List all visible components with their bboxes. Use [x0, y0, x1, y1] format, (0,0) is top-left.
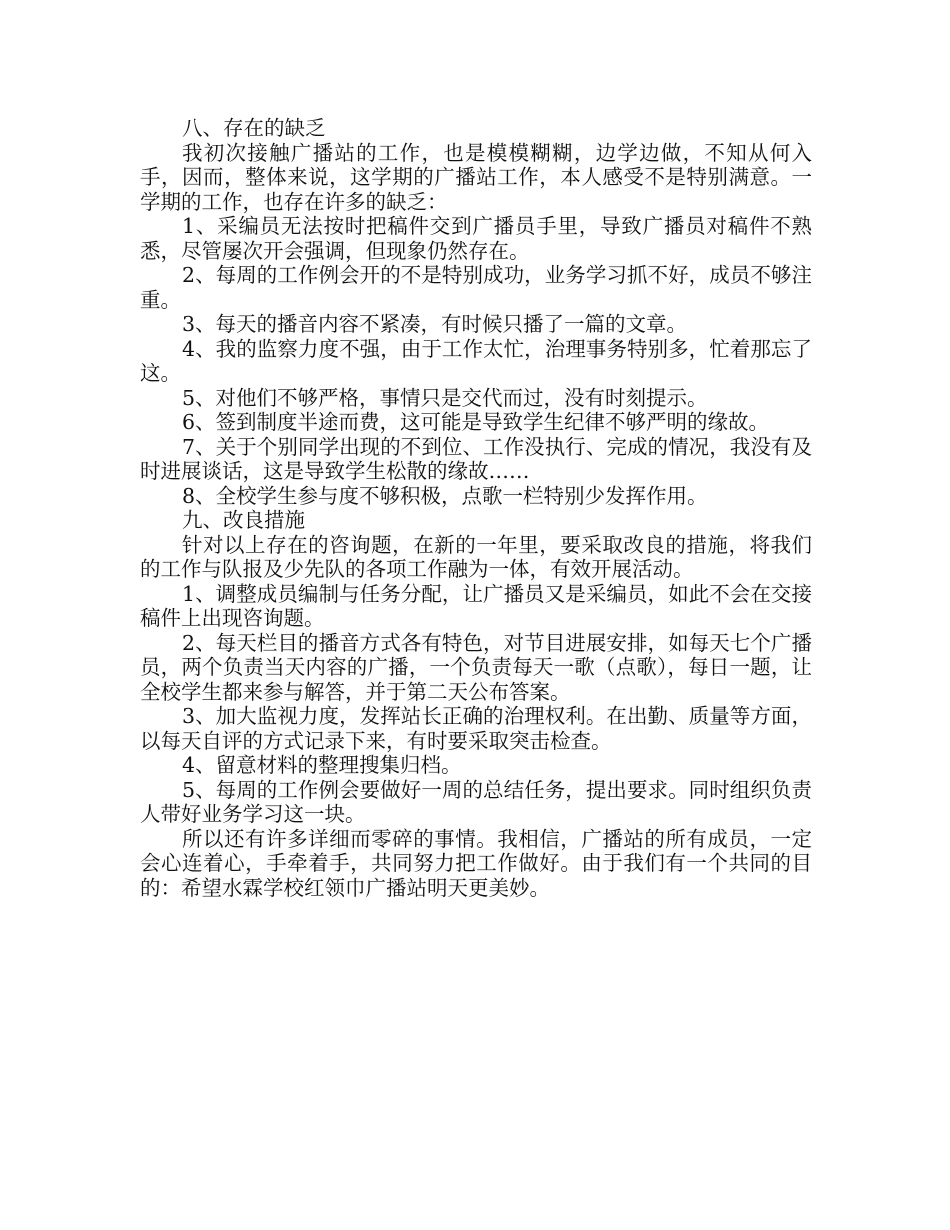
section-heading-improvements: 九、改良措施: [182, 508, 305, 532]
paragraph-intro: 我初次接触广播站的工作，也是模模糊糊，边学边做，不知从何入手，因而，整体来说，这学期的广播站工作，本人感受不是特别满意。一学期的工作，也存在许多的缺乏：: [140, 140, 812, 214]
paragraph-improvements-intro: 针对以上存在的咨询题，在新的一年里，要采取改良的措施，将我们的工作与队报及少先队的各项工作融为一体，有效开展活动。: [140, 532, 812, 581]
list-item-shortcoming-7: 7、关于个别同学出现的不到位、工作没执行、完成的情况，我没有及时进展谈话，这是导致学生松散的缘故……: [140, 434, 812, 483]
list-item-shortcoming-5: 5、对他们不够严格，事情只是交代而过，没有时刻提示。: [182, 385, 708, 410]
section-heading-shortcomings: 八、存在的缺乏: [182, 116, 326, 140]
list-item-shortcoming-6: 6、签到制度半途而费，这可能是导致学生纪律不够严明的缘故。: [182, 410, 770, 434]
document-body: [140, 116, 812, 900]
list-item-improvement-5: 5、每周的工作例会要做好一周的总结任务，提出要求。同时组织负责人带好业务学习这一块。: [140, 777, 812, 826]
list-item-shortcoming-2: 2、每周的工作例会开的不是特别成功，业务学习抓不好，成员不够注重。: [140, 263, 812, 312]
list-item-shortcoming-3: 3、每天的播音内容不紧凑，有时候只播了一篇的文章。: [182, 312, 688, 336]
list-item-shortcoming-8: 8、全校学生参与度不够积极，点歌一栏特别少发挥作用。: [182, 483, 708, 508]
list-item-improvement-2: 2、每天栏目的播音方式各有特色，对节目进展安排，如每天七个广播员，两个负责当天内容的广播，一个负责每天一歌（点歌），每日一题，让全校学生都来参与解答，并于第二天公布答案。: [140, 630, 812, 704]
list-item-improvement-3: 3、加大监视力度，发挥站长正确的治理权利。在出勤、质量等方面，以每天自评的方式记录下来，有时要采取突击检查。: [140, 704, 812, 753]
list-item-improvement-4: 4、留意材料的整理搜集归档。: [182, 753, 462, 777]
list-item-improvement-1: 1、调整成员编制与任务分配，让广播员又是采编员，如此不会在交接稿件上出现咨询题。: [140, 581, 812, 630]
list-item-shortcoming-1: 1、采编员无法按时把稿件交到广播员手里，导致广播员对稿件不熟悉，尽管屡次开会强调，但现象仍然存在。: [140, 214, 812, 263]
paragraph-conclusion: 所以还有许多详细而零碎的事情。我相信，广播站的所有成员，一定会心连着心，手牵着手，共同努力把工作做好。由于我们有一个共同的目的：希望水霖学校红领巾广播站明天更美妙。: [140, 826, 812, 900]
list-item-shortcoming-4: 4、我的监察力度不强，由于工作太忙，治理事务特别多，忙着那忘了这。: [140, 336, 812, 385]
